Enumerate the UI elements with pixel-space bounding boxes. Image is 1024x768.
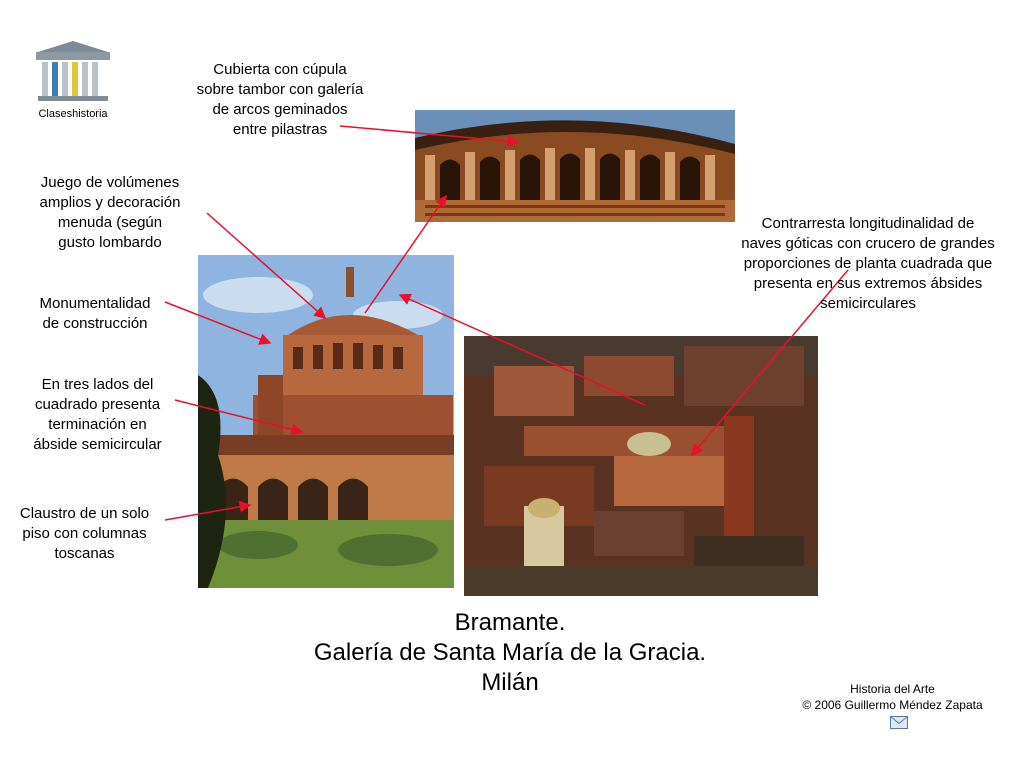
note-claustro: Claustro de un solo piso con columnas toscanas bbox=[19, 505, 150, 562]
title-line-1: Bramante. bbox=[454, 609, 566, 636]
photo-drum-detail bbox=[415, 110, 735, 222]
credits bbox=[780, 681, 1005, 713]
note-juego-volumenes: Juego de volúmenes amplios y decoración menuda (según gusto lombardo bbox=[39, 174, 181, 251]
note-cubierta: Cubierta con cúpula sobre tambor con galería de arcos geminados entre pilastras bbox=[196, 61, 364, 138]
note-contrarresta: Contrarresta longitudinalidad de naves góticas con crucero de grandes proporciones de planta cuadrada que presenta en sus extremos ábsides semicirculares bbox=[741, 215, 995, 312]
greek-temple-icon bbox=[28, 38, 118, 106]
slide-title bbox=[280, 608, 740, 698]
title-line-2: Galería de Santa María de la Gracia. bbox=[313, 639, 707, 666]
credits-course: Historia del Arte bbox=[850, 682, 935, 696]
envelope-icon[interactable] bbox=[890, 716, 908, 729]
photo-church-exterior bbox=[198, 255, 454, 588]
site-logo[interactable] bbox=[28, 38, 118, 124]
title-line-3: Milán bbox=[481, 669, 539, 696]
logo-label: Claseshistoria bbox=[38, 108, 108, 120]
photo-aerial-view bbox=[464, 336, 818, 596]
credits-copyright: © 2006 Guillermo Méndez Zapata bbox=[802, 698, 983, 712]
note-monumentalidad: Monumentalidad de construcción bbox=[39, 295, 151, 332]
note-tres-lados: En tres lados del cuadrado presenta terminación en ábside semicircular bbox=[33, 376, 162, 453]
